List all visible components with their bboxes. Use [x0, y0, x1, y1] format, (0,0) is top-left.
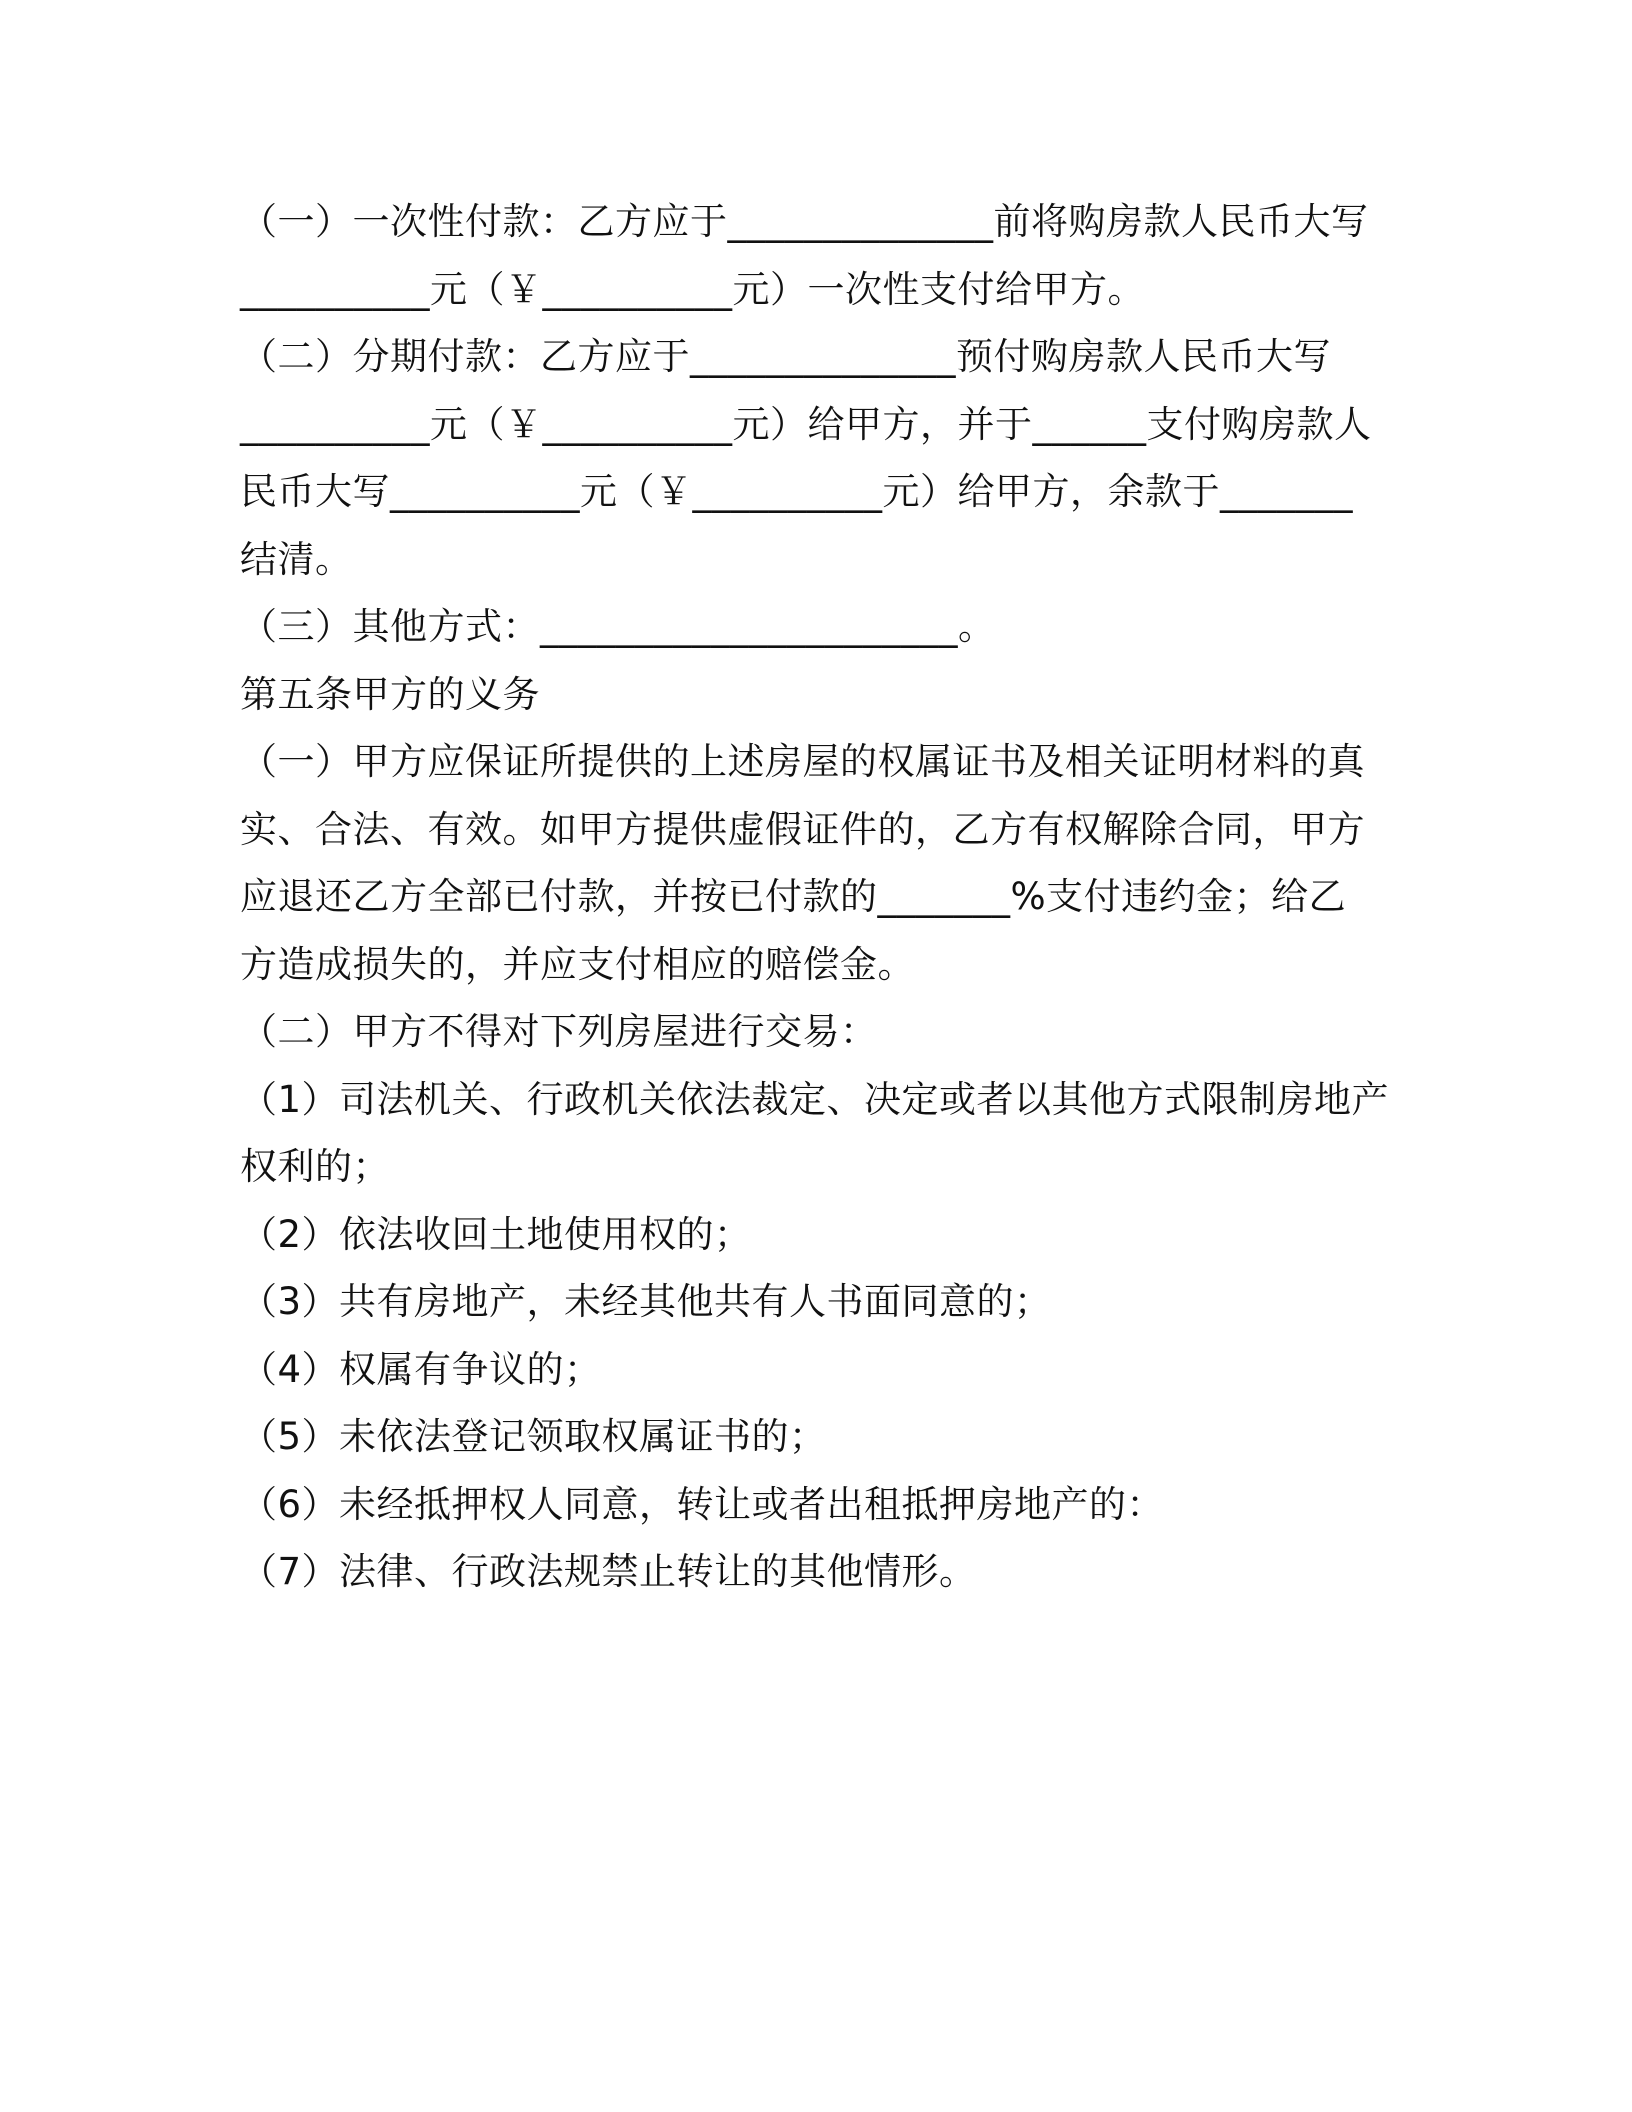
- line-payment-other: （三）其他方式：______________________。: [240, 605, 996, 648]
- line-obligation-1-cont-2: 应退还乙方全部已付款，并按已付款的_______%支付违约金；给乙: [240, 875, 1347, 918]
- line-payment-installment-cont-2: 民币大写__________元（￥__________元）给甲方，余款于_______: [240, 470, 1353, 513]
- line-obligation-1-cont-3: 方造成损失的，并应支付相应的赔偿金。: [240, 942, 915, 986]
- list-item-1-cont: 权利的；: [240, 1145, 390, 1188]
- list-item-3: （3）共有房地产，未经其他共有人书面同意的；: [240, 1280, 1052, 1323]
- line-payment-installment-cont-1: __________元（￥__________元）给甲方，并于______支付购房款人: [240, 402, 1372, 446]
- line-obligation-2: （二）甲方不得对下列房屋进行交易：: [240, 1010, 878, 1053]
- list-item-6: （6）未经抵押权人同意，转让或者出租抵押房地产的：: [240, 1482, 1165, 1526]
- line-obligation-1-cont-1: 实、合法、有效。如甲方提供虚假证件的，乙方有权解除合同，甲方: [240, 807, 1365, 851]
- line-payment-installment-cont-3: 结清。: [240, 537, 353, 581]
- article-heading-party-a-obligations: 第五条甲方的义务: [240, 672, 540, 716]
- list-item-2: （2）依法收回土地使用权的；: [240, 1212, 752, 1256]
- line-payment-installment: （二）分期付款：乙方应于______________预付购房款人民币大写: [240, 335, 1331, 378]
- document-body: [240, 188, 1390, 1606]
- list-item-1: （1）司法机关、行政机关依法裁定、决定或者以其他方式限制房地产: [240, 1077, 1390, 1121]
- line-payment-lump-sum-cont: __________元（￥__________元）一次性支付给甲方。: [240, 267, 1145, 311]
- list-item-7: （7）法律、行政法规禁止转让的其他情形。: [240, 1550, 977, 1593]
- list-item-5: （5）未依法登记领取权属证书的；: [240, 1415, 827, 1458]
- line-payment-lump-sum: （一）一次性付款：乙方应于______________前将购房款人民币大写: [240, 200, 1369, 243]
- list-item-4: （4）权属有争议的；: [240, 1347, 602, 1391]
- line-obligation-1: （一）甲方应保证所提供的上述房屋的权属证书及相关证明材料的真: [240, 740, 1365, 783]
